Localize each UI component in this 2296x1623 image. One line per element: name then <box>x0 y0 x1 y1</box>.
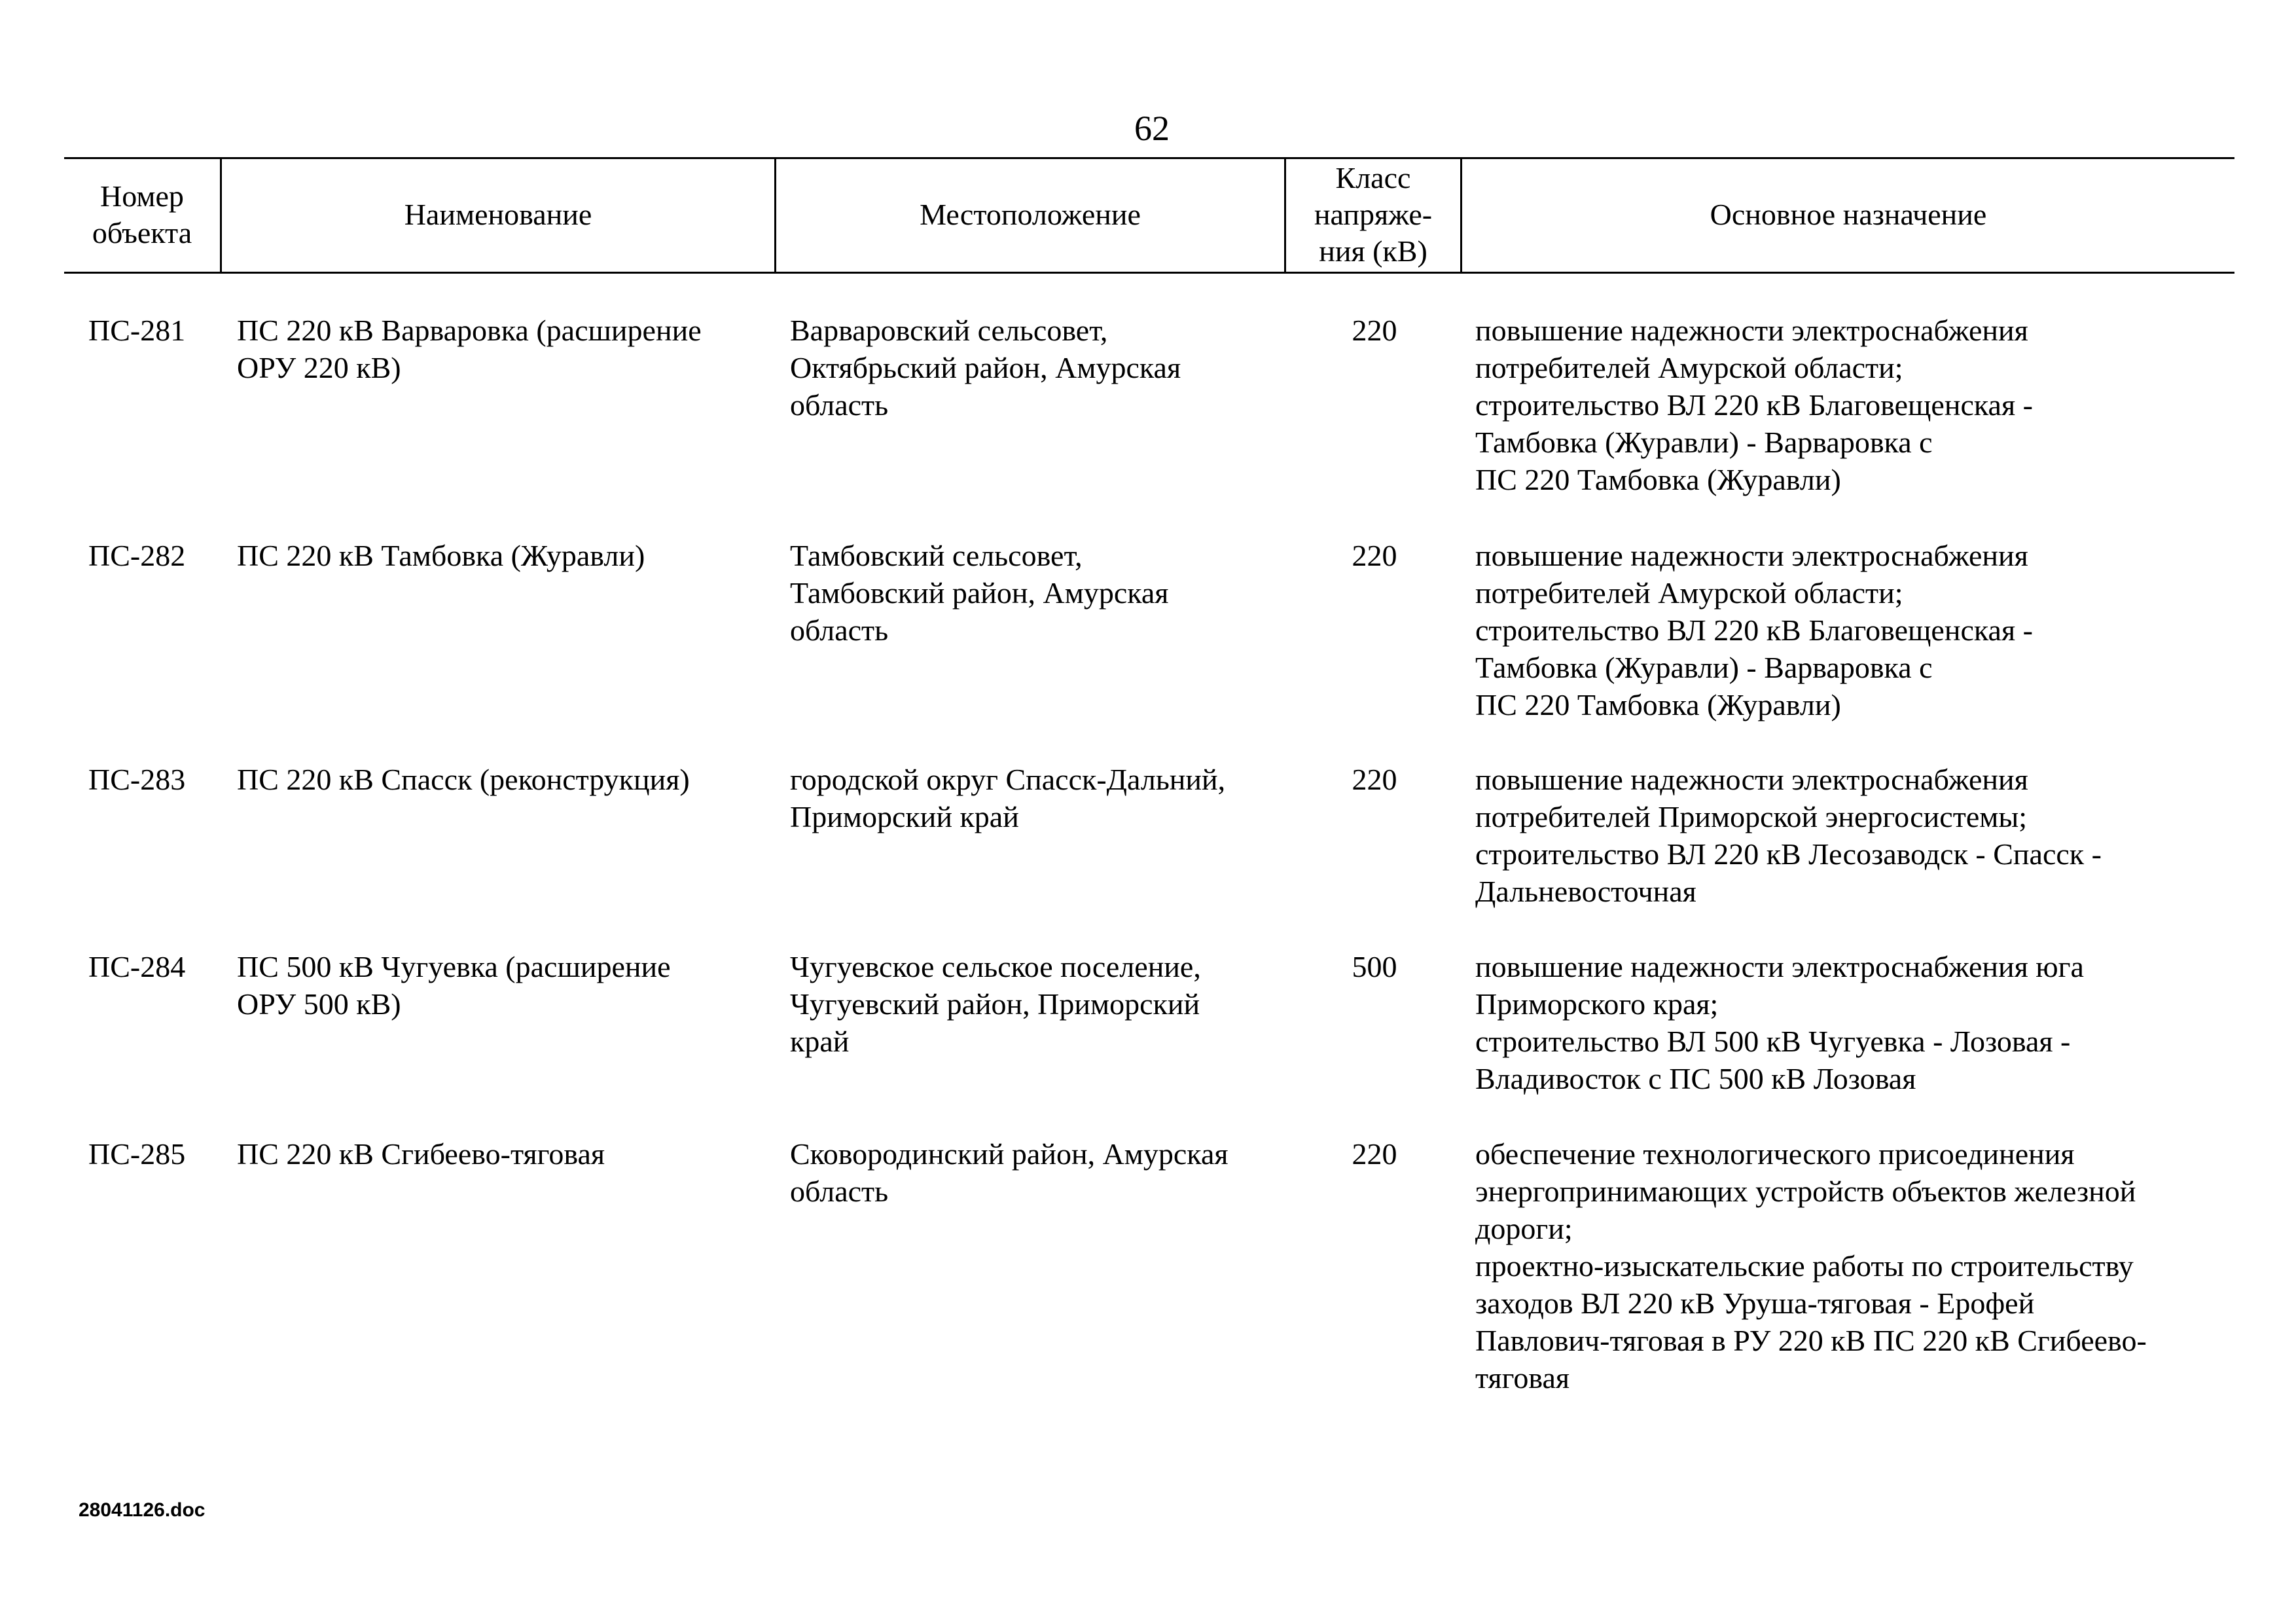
header-purpose: Основное назначение <box>1710 197 1987 231</box>
object-purpose: повышение надежности электроснабжения потребителей Амурской области; строительство ВЛ 220 кВ Благовещенская - Тамбовка (Журавли) - Варваровка с ПС 220 Тамбовка (Журавли) <box>1475 539 2033 721</box>
object-voltage: 220 <box>1352 763 1397 796</box>
object-location: Тамбовский сельсовет, Тамбовский район, Амурская область <box>790 539 1169 647</box>
object-name: ПС 220 кВ Варваровка (расширение ОРУ 220 кВ) <box>237 314 702 384</box>
object-location: Варваровский сельсовет, Октябрьский район, Амурская область <box>790 314 1181 422</box>
header-location: Местоположение <box>920 197 1141 231</box>
object-number: ПС-284 <box>88 950 186 983</box>
object-purpose: повышение надежности электроснабжения потребителей Амурской области; строительство ВЛ 220 кВ Благовещенская - Тамбовка (Журавли) - Варваровка с ПС 220 Тамбовка (Журавли) <box>1475 314 2033 496</box>
object-purpose: повышение надежности электроснабжения юга Приморского края; строительство ВЛ 500 кВ Чугуевка - Лозовая - Владивосток с ПС 500 кВ Лозовая <box>1475 950 2084 1095</box>
object-number: ПС-281 <box>88 314 186 347</box>
object-voltage: 220 <box>1352 1137 1397 1171</box>
object-number: ПС-283 <box>88 763 186 796</box>
object-voltage: 500 <box>1352 950 1397 983</box>
header-name: Наименование <box>404 197 592 231</box>
object-location: Чугуевское сельское поселение, Чугуевский район, Приморский край <box>790 950 1201 1058</box>
header-voltage: Класс напряже- ния (кВ) <box>1314 160 1433 268</box>
page-number: 62 <box>1134 109 1170 148</box>
object-voltage: 220 <box>1352 314 1397 347</box>
object-location: Сковородинский район, Амурская область <box>790 1137 1229 1208</box>
header-number: Номер объекта <box>92 179 192 249</box>
object-location: городской округ Спасск-Дальний, Приморский край <box>790 763 1226 833</box>
object-purpose: повышение надежности электроснабжения потребителей Приморской энергосистемы; строительство ВЛ 220 кВ Лесозаводск - Спасск - Дальневосточная <box>1475 763 2102 908</box>
object-number: ПС-282 <box>88 539 186 572</box>
object-name: ПС 220 кВ Сгибеево-тяговая <box>237 1137 605 1171</box>
footer-filename: 28041126.doc <box>79 1499 206 1521</box>
table-header-rule <box>64 272 2234 274</box>
object-voltage: 220 <box>1352 539 1397 572</box>
object-name: ПС 500 кВ Чугуевка (расширение ОРУ 500 кВ) <box>237 950 671 1021</box>
object-name: ПС 220 кВ Спасск (реконструкция) <box>237 763 690 796</box>
object-purpose: обеспечение технологического присоединения энергопринимающих устройств объектов железной дороги; проектно-изыскательские работы по строительству заходов ВЛ 220 кВ Уруша-тяговая - Ерофей Павлович-тяговая в РУ 220 кВ ПС 220 кВ Сгибеево- тяговая <box>1475 1137 2147 1395</box>
object-name: ПС 220 кВ Тамбовка (Журавли) <box>237 539 645 572</box>
object-number: ПС-285 <box>88 1137 186 1171</box>
